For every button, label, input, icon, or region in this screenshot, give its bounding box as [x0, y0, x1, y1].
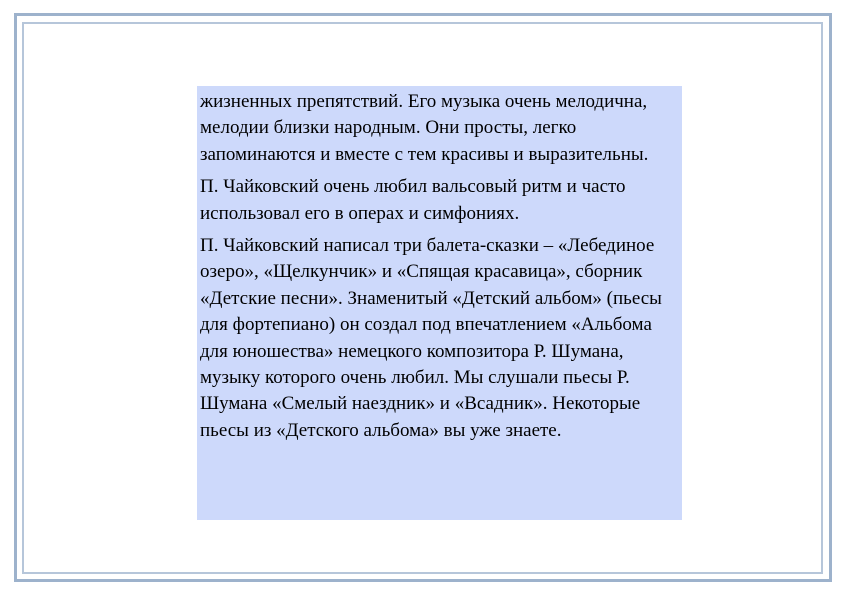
paragraph-1: жизненных препятствий. Его музыка очень мелодична, мелодии близки народным. Они просты, легко запоминаются и вместе с тем красивы и выразительны. — [200, 91, 649, 165]
paragraph-2: П. Чайковский очень любил вальсовый ритм и часто использовал его в операх и симфониях. — [200, 176, 626, 224]
paragraph-3: П. Чайковский написал три балета-сказки – «Лебединое озеро», «Щелкунчик» и «Спящая красавица», сборник «Детские песни». Знаменитый «Детский альбом» (пьесы для фортепиано) он создал под впечатлением «Альбома для юношества» немецкого композитора Р. Шумана, музыку которого очень любил. Мы слушали пьесы Р. Шумана «Смелый наездник» и «Всадник». Некоторые пьесы из «Детского альбома» вы уже знаете. — [200, 235, 662, 441]
text-block — [197, 86, 682, 520]
